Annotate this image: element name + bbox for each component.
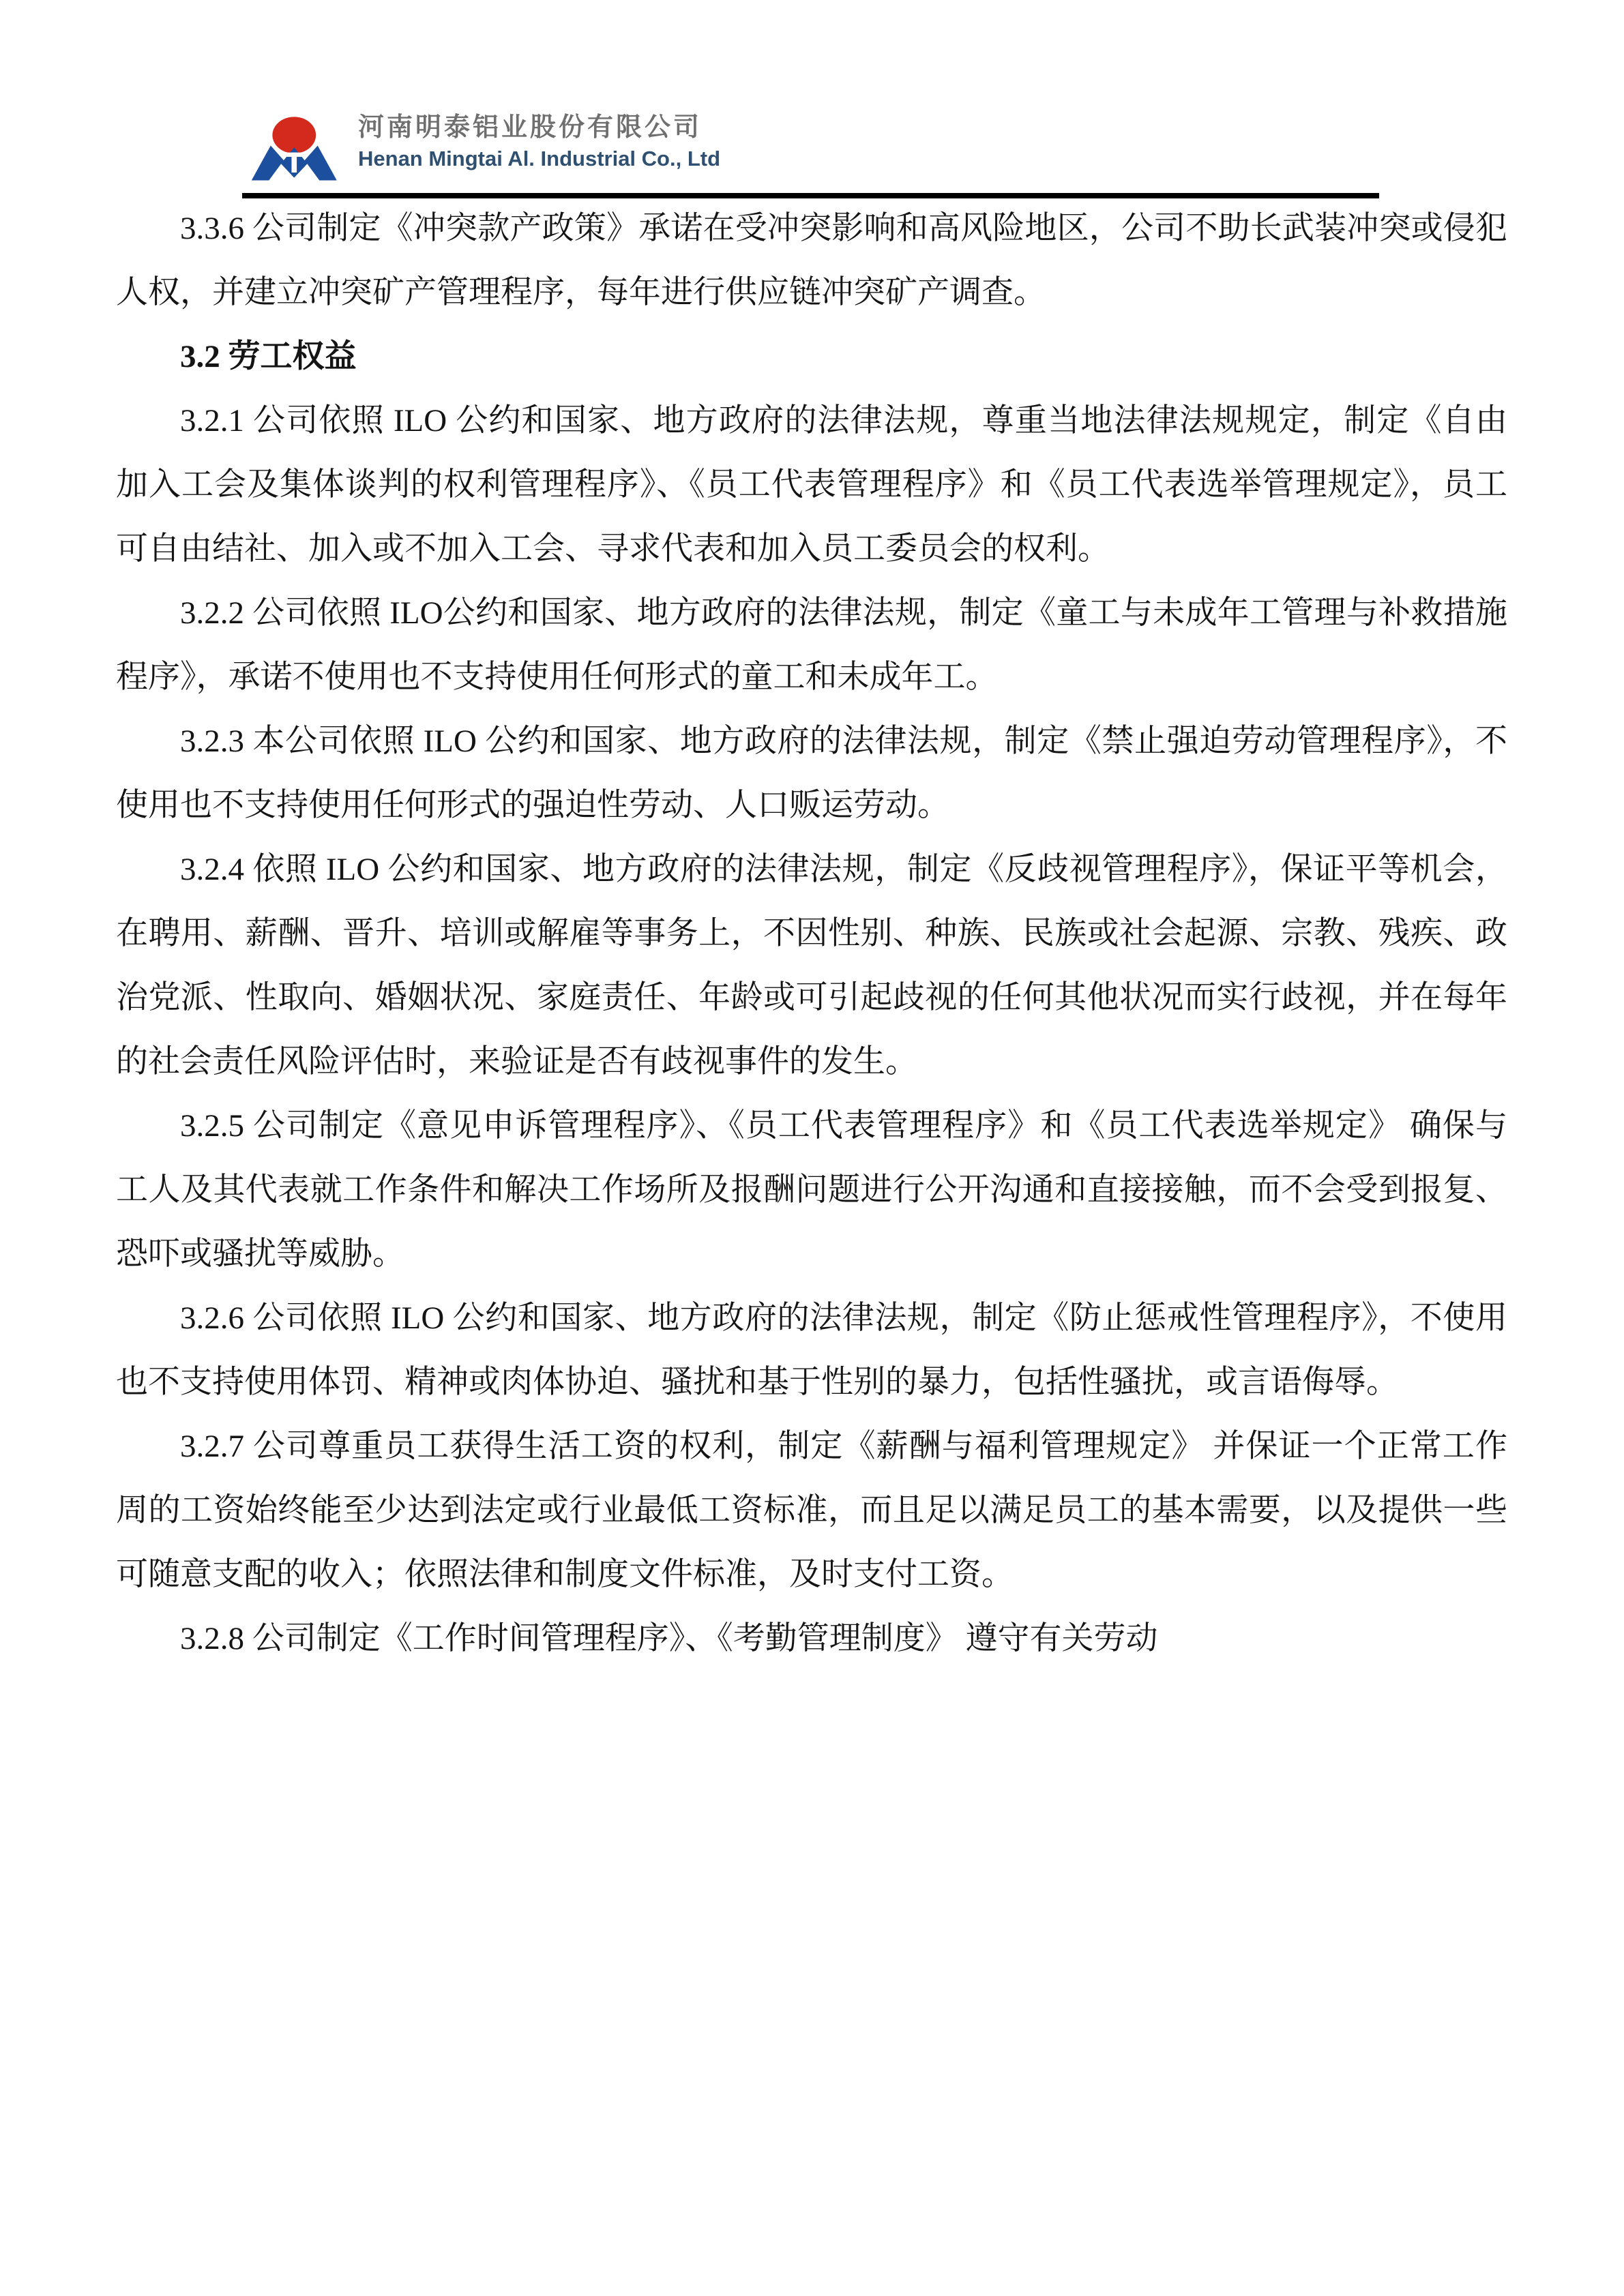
paragraph: 3.3.6 公司制定《冲突款产政策》承诺在受冲突影响和高风险地区，公司不助长武装冲突或侵犯人权，并建立冲突矿产管理程序，每年进行供应链冲突矿产调查。 [116, 211, 1507, 310]
section-heading: 3.2 劳工权益 [180, 339, 357, 374]
company-logo-icon [249, 113, 338, 182]
paragraph: 3.2.7 公司尊重员工获得生活工资的权利，制定《薪酬与福利管理规定》 并保证一个正常工作周的工资始终能至少达到法定或行业最低工资标准，而且足以满足员工的基本需要，以及提供一些可随意支配的收入；依照法律和制度文件标准，及时支付工资。 [116, 1429, 1507, 1592]
paragraph: 3.2.8 公司制定《工作时间管理程序》、《考勤管理制度》 遵守有关劳动 [180, 1621, 1158, 1656]
document-body [116, 196, 1507, 1671]
company-name-zh: 河南明泰铝业股份有限公司 [358, 113, 703, 142]
paragraph: 3.2.6 公司依照 ILO 公约和国家、地方政府的法律法规，制定《防止惩戒性管理程序》，不使用也不支持使用体罚、精神或肉体协迫、骚扰和基于性别的暴力，包括性骚扰，或言语侮辱。 [116, 1300, 1507, 1400]
paragraph: 3.2.5 公司制定《意见申诉管理程序》、《员工代表管理程序》和《员工代表选举规定》 确保与工人及其代表就工作条件和解决工作场所及报酬问题进行公开沟通和直接接触，而不会受到报复、恐吓或骚扰等威胁。 [116, 1108, 1507, 1272]
paragraph: 3.2.1 公司依照 ILO 公约和国家、地方政府的法律法规，尊重当地法律法规规定，制定《自由加入工会及集体谈判的权利管理程序》、《员工代表管理程序》和《员工代表选举管理规定》，员工可自由结社、加入或不加入工会、寻求代表和加入员工委员会的权利。 [116, 403, 1507, 567]
company-name-block [358, 113, 720, 173]
paragraph: 3.2.2 公司依照 ILO公约和国家、地方政府的法律法规，制定《童工与未成年工管理与补救措施程序》，承诺不使用也不支持使用任何形式的童工和未成年工。 [116, 595, 1507, 695]
paragraph: 3.2.3 本公司依照 ILO 公约和国家、地方政府的法律法规，制定《禁止强迫劳动管理程序》，不使用也不支持使用任何形式的强迫性劳动、人口贩运劳动。 [116, 724, 1507, 823]
company-name-en: Henan Mingtai Al. Industrial Co., Ltd [358, 147, 721, 170]
paragraph: 3.2.4 依照 ILO 公约和国家、地方政府的法律法规，制定《反歧视管理程序》，保证平等机会，在聘用、薪酬、晋升、培训或解雇等事务上，不因性别、种族、民族或社会起源、宗教、残疾、政治党派、性取向、婚姻状况、家庭责任、年龄或可引起歧视的任何其他状况而实行歧视，并在每年的社会责任风险评估时，来验证是否有歧视事件的发生。 [116, 852, 1507, 1079]
page-header [249, 113, 720, 182]
